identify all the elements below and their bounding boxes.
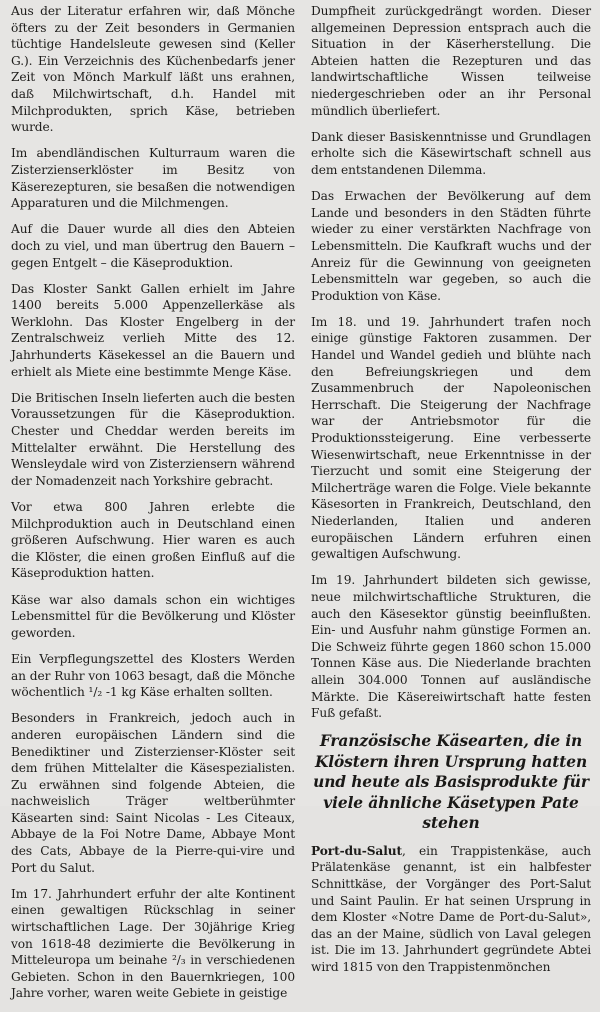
paragraph: Im 18. und 19. Jahrhundert trafen noch einige günstige Faktoren zusammen. Der Handel und Wandel gedieh und blühte nach den Befreiungskriegen und dem Zusammenbruch der Napoleonischen Herrschaft. Die Steigerung der Nachfrage war der Antriebsmotor für die Produktionssteigerung. Eine verbesserte Wiesenwirtschaft, neue Erkenntnisse in der Tierzucht und somit eine Steigerung der Milcherträge waren die Folge. Viele bekannte Käsesorten in Frankreich, Deutschland, den Niederlanden, Italien und anderen europäischen Ländern erfuhren einen gewaltigen Aufschwung. — [311, 314, 591, 562]
paragraph: Im 17. Jahrhundert erfuhr der alte Kontinent einen gewaltigen Rückschlag in seiner wirtschaftlichen Lage. Der 30jährige Krieg von 1618-48 dezimierte die Bevölkerung in Mitteleuropa um beinahe ²/₃ in verschiedenen Gebieten. Schon in den Bauernkriegen, 100 Jahre vorher, waren weite Gebiete in geistige — [11, 886, 295, 1001]
paragraph: Die Britischen Inseln lieferten auch die besten Voraussetzungen für die Käseproduktion. Chester und Cheddar werden bereits im Mittelalter erwähnt. Die Herstellung des Wensleydale wird von Zisterziensern während der Nomadenzeit nach Yorkshire gebracht. — [11, 390, 295, 488]
section-heading: Französische Käsearten, die in Klöstern ihren Ursprung hatten und heute als Basisprodukte für viele ähnliche Käsetypen Pate stehen — [313, 732, 589, 833]
paragraph: Dank dieser Basiskenntnisse und Grundlagen erholte sich die Käsewirtschaft schnell aus dem entstandenen Dilemma. — [311, 129, 591, 177]
paragraph: Das Kloster Sankt Gallen erhielt im Jahre 1400 bereits 5.000 Appenzellerkäse als Werklohn. Das Kloster Engelberg in der Zentralschweiz verlieh Mitte des 12. Jahrhunderts Käsekessel an die Bauern und erhielt als Miete eine bestimmte Menge Käse. — [11, 281, 295, 379]
paragraph-port-du-salut — [311, 843, 591, 976]
paragraph: Besonders in Frankreich, jedoch auch in anderen europäischen Ländern sind die Benediktiner und Zisterzienser-Klöster seit dem frühen Mittelalter die Käsespezialisten. Zu erwähnen sind folgende Abteien, die nachweislich Träger weltberühmter Käsearten sind: Saint Nicolas - Les Citeaux, Abbaye de la Foi Notre Dame, Abbaye Mont des Cats, Abbaye de la Pierre-qui-vire und Port du Salut. — [11, 711, 295, 875]
paragraph: Ein Verpflegungszettel des Klosters Werden an der Ruhr von 1063 besagt, daß die Mönche wöchentlich ¹/₂ -1 kg Käse erhalten sollten. — [11, 651, 295, 700]
paragraph: Im 19. Jahrhundert bildeten sich gewisse, neue milchwirtschaftliche Strukturen, die auch den Käsesektor günstig beeinflußten. Ein- und Ausfuhr nahm günstige Formen an. Die Schweiz führte gegen 1860 schon 15.000 Tonnen Käse aus. Die Niederlande brachten allein 304.000 Tonnen auf ausländische Märkte. Die Käsereiwirtschaft hatte festen Fuß gefaßt. — [311, 573, 591, 721]
paragraph: Dumpfheit zurückgedrängt worden. Dieser allgemeinen Depression entsprach auch die Situation in der Käserherstellung. Die Abteien hatten die Rezepturen und das landwirtschaftliche Wissen teilweise niedergeschrieben oder an ihr Personal mündlich überliefert. — [311, 4, 591, 118]
right-column — [311, 3, 591, 985]
paragraph-text: , ein Trappistenkäse, auch Prälatenkäse genannt, ist ein halbfester Schnittkäse, der Vorgänger des Port-Salut und Saint Paulin. Er hat seinen Ursprung in dem Kloster «Notre Dame de Port-du-Salut», das an der Maine, südlich von Laval gelegen ist. Die im 13. Jahrhundert gegründete Abtei wird 1815 von den Trappistenmönchen — [311, 843, 591, 974]
left-column — [11, 3, 295, 1012]
paragraph: Auf die Dauer wurde all dies den Abteien doch zu viel, und man übertrug den Bauern – gegen Entgelt – die Käseproduktion. — [11, 222, 295, 270]
paragraph: Vor etwa 800 Jahren erlebte die Milchproduktion auch in Deutschland einen größeren Aufschwung. Hier waren es auch die Klöster, die einen großen Einfluß auf die Käseproduktion hatten. — [11, 500, 295, 581]
cheese-name: Port-du-Salut — [311, 843, 403, 858]
paragraph: Im abendländischen Kulturraum waren die Zisterzienserklöster im Besitz von Käserezepturen, sie besaßen die notwendigen Apparaturen und die Milchmengen. — [11, 146, 295, 211]
paragraph: Das Erwachen der Bevölkerung auf dem Lande und besonders in den Städten führte wieder zu einer verstärkten Nachfrage von Lebensmitteln. Die Kaufkraft wuchs und der Anreiz für die Gewinnung von geeigneten Lebensmitteln war gegeben, so auch die Produktion von Käse. — [311, 189, 591, 303]
paragraph: Käse war also damals schon ein wichtiges Lebensmittel für die Bevölkerung und Klöster geworden. — [11, 592, 295, 640]
column-gutter — [303, 0, 304, 806]
paragraph: Aus der Literatur erfahren wir, daß Mönche öfters zu der Zeit besonders in Germanien tüchtige Handelsleute gewesen sind (Keller G.). Ein Verzeichnis des Küchenbedarfs jener Zeit von Mönch Markulf läßt uns erahnen, daß Milchwirtschaft, d.h. Handel mit Milchprodukten, sprich Käse, betrieben wurde. — [11, 4, 295, 135]
